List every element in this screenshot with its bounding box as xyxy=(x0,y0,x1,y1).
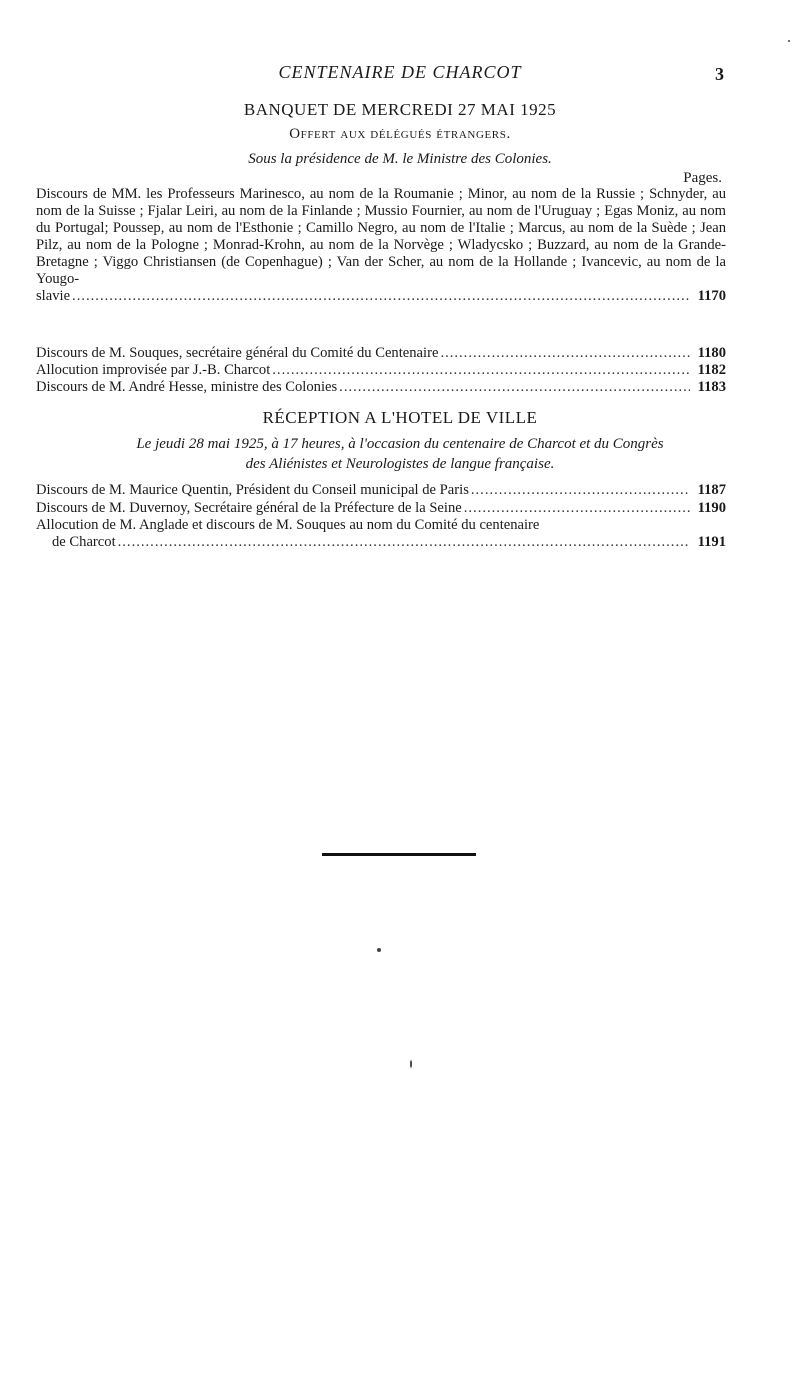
reception-line-2: des Aliénistes et Neurologistes de langue française. xyxy=(245,456,555,472)
toc-entry-text-end: slavie xyxy=(36,288,71,304)
toc-entry-text: Allocution de M. Anglade et discours de M. Souques au nom du Comité du centenaire xyxy=(36,517,540,533)
pages-label: Pages. xyxy=(683,170,722,186)
toc-entry-duvernoy xyxy=(36,500,726,517)
toc-entry-text: Discours de M. Duvernoy, Secrétaire général de la Préfecture de la Seine xyxy=(36,500,462,516)
closing-rule xyxy=(322,853,476,856)
toc-entry-last-line xyxy=(36,288,726,305)
toc-entry-text: Discours de MM. les Professeurs Marinesco, au nom de la Roumanie ; Minor, au nom de la Russie ; Schnyder, au nom de la Suisse ; Fjalar Leiri, au nom de la Finlande ; Mussio Fournier, au nom de l'Uruguay ; Egas Moniz, au nom du Portugal; Poussep, au nom de l'Esthonie ; Camillo Negro, au nom de l'Italie ; Marcus, au nom de la Suède ; Jean Pilz, au nom de la Pologne ; Monrad-Krohn, au nom de la Norvège ; Wladycsko ; Buzzard, au nom de la Grande-Bretagne ; Viggo Christiansen (de Copenhague) ; Van der Scher, au nom de la Hollande ; Ivancevic, au nom de la Yougo- xyxy=(36,186,726,287)
ink-speck xyxy=(788,40,790,42)
banquet-presidency: Sous la présidence de M. le Ministre des Colonies. xyxy=(248,151,552,167)
toc-entry-text: Discours de M. André Hesse, ministre des Colonies xyxy=(36,379,338,395)
reception-title: RÉCEPTION A L'HOTEL DE VILLE xyxy=(262,408,538,427)
running-header xyxy=(0,62,800,86)
dot-leader xyxy=(72,288,690,305)
toc-entry-hesse xyxy=(36,379,726,396)
dot-leader xyxy=(339,379,690,396)
toc-page-number: 1180 xyxy=(697,345,726,361)
reception-line-1: Le jeudi 28 mai 1925, à 17 heures, à l'occasion du centenaire de Charcot et du Congrès xyxy=(136,436,664,452)
running-title: CENTENAIRE DE CHARCOT xyxy=(278,62,522,82)
toc-entry-quentin xyxy=(36,482,726,499)
ink-speck xyxy=(410,1060,412,1068)
toc-page-number: 1187 xyxy=(697,482,726,498)
toc-page-number: 1190 xyxy=(697,500,726,516)
dot-leader xyxy=(464,500,690,517)
dot-leader xyxy=(272,362,690,379)
toc-entry-last-line xyxy=(36,534,726,551)
toc-entry-text: Discours de M. Maurice Quentin, Président du Conseil municipal de Paris xyxy=(36,482,469,498)
banquet-subtitle: Offert aux délégués étrangers. xyxy=(289,126,511,142)
toc-entry-charcot xyxy=(36,362,726,379)
toc-page-number: 1191 xyxy=(697,534,726,550)
toc-page-number: 1170 xyxy=(697,288,726,304)
dot-leader xyxy=(471,482,690,499)
toc-entry-text-end: de Charcot xyxy=(52,534,116,550)
toc-page-number: 1183 xyxy=(697,379,726,395)
toc-page-number: 1182 xyxy=(697,362,726,378)
toc-entry-text: Discours de M. Souques, secrétaire général du Comité du Centenaire xyxy=(36,345,439,361)
toc-entry-anglade xyxy=(36,517,726,551)
banquet-title: BANQUET DE MERCREDI 27 MAI 1925 xyxy=(243,100,557,119)
page-number: 3 xyxy=(715,64,724,84)
ink-speck xyxy=(377,948,381,952)
toc-entry-speeches-delegates xyxy=(36,186,726,305)
dot-leader xyxy=(118,534,690,551)
toc-entry-text: Allocution improvisée par J.-B. Charcot xyxy=(36,362,271,378)
toc-entry-souques xyxy=(36,345,726,362)
dot-leader xyxy=(440,345,690,362)
